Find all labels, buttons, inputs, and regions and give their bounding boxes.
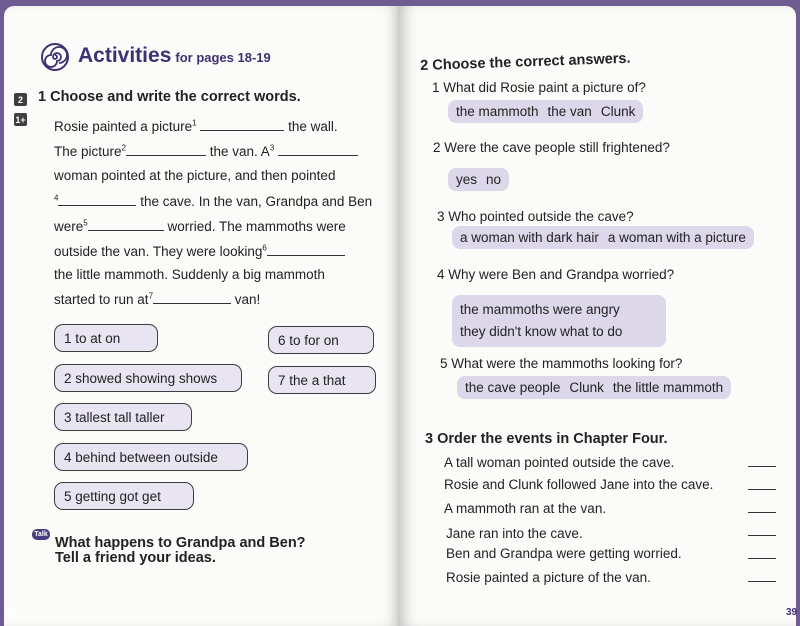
event-item: Jane ran into the cave.: [446, 526, 583, 541]
event-item: A mammoth ran at the van.: [444, 501, 607, 516]
passage-line: woman pointed at the picture, and then pointed: [54, 168, 336, 183]
answer-blank[interactable]: [58, 193, 136, 206]
exercise-3-heading: 3 Order the events in Chapter Four.: [425, 431, 668, 447]
answer-blank[interactable]: [126, 143, 206, 156]
order-blank[interactable]: [748, 466, 776, 467]
word-options-7[interactable]: 7 the a that: [268, 366, 376, 394]
answer-option[interactable]: the little mammoth: [612, 380, 724, 395]
talk-question: What happens to Grandpa and Ben?: [55, 535, 306, 551]
question-5: 5 What were the mammoths looking for?: [440, 356, 683, 371]
answer-choices-2: [448, 168, 509, 191]
passage-line: started to run $at^7$ van!: [54, 291, 261, 307]
answer-choices-3: [452, 226, 754, 249]
level-badge: 1+: [15, 114, 26, 125]
answer-option[interactable]: the mammoth: [456, 104, 539, 119]
answer-choices-1: [448, 100, 643, 123]
question-1: 1 What did Rosie paint a picture of?: [432, 80, 646, 95]
question-3: 3 Who pointed outside the cave?: [437, 209, 634, 224]
answer-option[interactable]: a woman with a picture: [607, 230, 746, 245]
answer-option[interactable]: the cave people: [465, 380, 561, 395]
answer-option[interactable]: the van: [547, 104, 592, 119]
passage-line: the little mammoth. Suddenly a big mammoth: [54, 267, 325, 282]
page-title: Activities for pages 18-19: [78, 44, 271, 67]
answer-option[interactable]: they didn't know what to do: [460, 324, 623, 339]
answer-option[interactable]: Clunk: [569, 380, 604, 395]
word-options-4[interactable]: 4 behind between outside: [54, 443, 248, 471]
answer-blank[interactable]: [153, 291, 231, 304]
question-2: 2 Were the cave people still frightened?: [433, 140, 670, 155]
passage-line: $^4$ the cave. In the van, Grandpa and Ben: [54, 193, 373, 209]
word-options-2[interactable]: 2 showed showing shows: [54, 364, 242, 392]
order-blank[interactable]: [748, 581, 776, 582]
exercise-1-heading: 1 Choose and write the correct words.: [38, 89, 301, 105]
spiral-icon: [40, 42, 70, 72]
talk-badge: Talk: [32, 529, 50, 540]
talk-instruction: Tell a friend your ideas.: [55, 550, 216, 566]
answer-blank[interactable]: [267, 243, 345, 256]
level-badge: 2: [14, 93, 27, 106]
order-blank[interactable]: [748, 558, 776, 559]
order-blank[interactable]: [748, 512, 776, 513]
question-4: 4 Why were Ben and Grandpa worried?: [437, 267, 675, 282]
passage-line: Rosie painted a picture$^1$ the wall.: [54, 118, 338, 134]
word-options-5[interactable]: 5 getting got get: [54, 482, 194, 510]
answer-option[interactable]: yes: [456, 172, 478, 187]
answer-blank[interactable]: [278, 143, 358, 156]
event-item: Ben and Grandpa were getting worried.: [446, 546, 682, 561]
event-item: Rosie and Clunk followed Jane into the cave.: [444, 477, 714, 492]
page-number: 39: [786, 607, 798, 618]
word-options-1[interactable]: 1 to at on: [54, 324, 158, 352]
answer-choices-5: [457, 376, 731, 399]
answer-blank[interactable]: [88, 218, 164, 231]
answer-choices-4: [452, 295, 666, 347]
order-blank[interactable]: [748, 489, 776, 490]
answer-option[interactable]: no: [486, 172, 502, 187]
answer-option[interactable]: the mammoths were angry: [460, 302, 620, 317]
event-item: Rosie painted a picture of the van.: [446, 570, 651, 585]
passage-line: outside the van. They were looking$^6$: [54, 243, 345, 259]
answer-option[interactable]: a woman with dark hair: [460, 230, 599, 245]
event-item: A tall woman pointed outside the cave.: [444, 455, 675, 470]
word-options-6[interactable]: 6 to for on: [268, 326, 374, 354]
passage-line: were$^5$ worried. The mammoths were: [54, 218, 346, 234]
word-options-3[interactable]: 3 tallest tall taller: [54, 403, 192, 431]
passage-line: The picture$^2$ the van. $A^3$: [54, 143, 358, 159]
exercise-2-heading: 2 Choose the correct answers.: [420, 50, 631, 74]
order-blank[interactable]: [748, 535, 776, 536]
answer-option[interactable]: Clunk: [600, 104, 636, 119]
page-number: 38: [6, 607, 18, 618]
answer-blank[interactable]: [200, 118, 284, 131]
